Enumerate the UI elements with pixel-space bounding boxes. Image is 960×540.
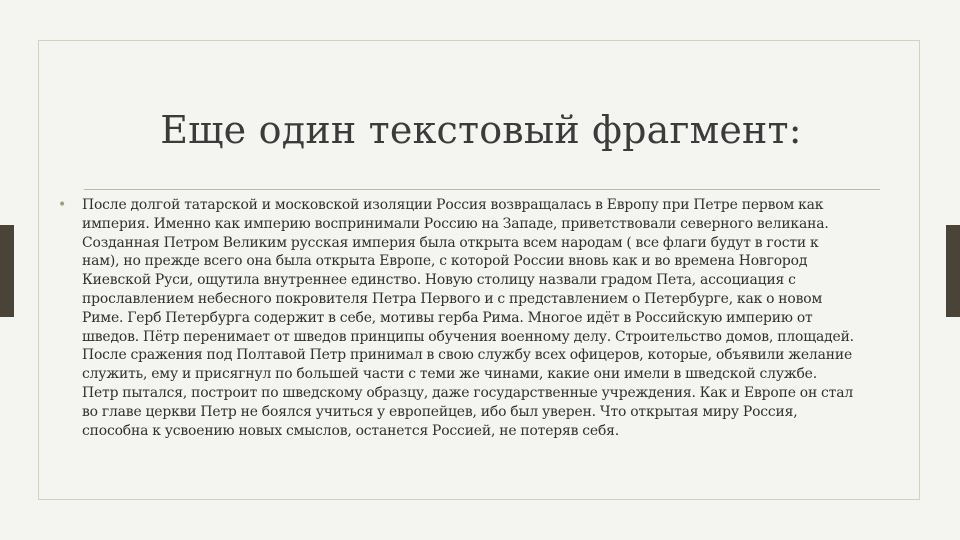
slide-title: Еще один текстовый фрагмент: bbox=[160, 108, 802, 152]
title-divider bbox=[84, 189, 880, 190]
bullet-icon: • bbox=[58, 197, 67, 213]
left-side-tab bbox=[0, 225, 14, 317]
body-paragraph: После долгой татарской и московской изоляции Россия возвращалась в Европу при Петре первом как империя. Именно как империю воспринимали Россию на Западе, приветствовали северного великана. Созданная Петром Великим русская империя была открыта всем народам ( все флаги будут в гости к нам), но прежде всего она была открыта Европе, с которой России вновь как и во времена Новгород Киевской Руси, ощутила внутреннее единство. Новую столицу назвали градом Пета, ассоциация с прославлением небесного покровителя Петра Первого и с представлением о Петербурге, как о новом Риме. Герб Петербурга содержит в себе, мотивы герба Рима. Многое идёт в Российскую империю от шведов. Пётр перенимает от шведов принципы обучения военному делу. Строительство домов, площадей. После сражения под Полтавой Петр принимал в свою службу всех офицеров, которые, объявили желание служить, ему и присягнул по большей части с теми же чинами, какие они имели в шведской службе. Петр пытался, построит по шведскому образцу, даже государственные учреждения. Как и Европе он стал во главе церкви Петр не боялся учиться у европейцев, ибо был уверен. Что открытая миру Россия, способна к усвоению новых смыслов, останется Россией, не потеряв себя. bbox=[82, 197, 854, 439]
right-side-tab bbox=[946, 225, 960, 317]
